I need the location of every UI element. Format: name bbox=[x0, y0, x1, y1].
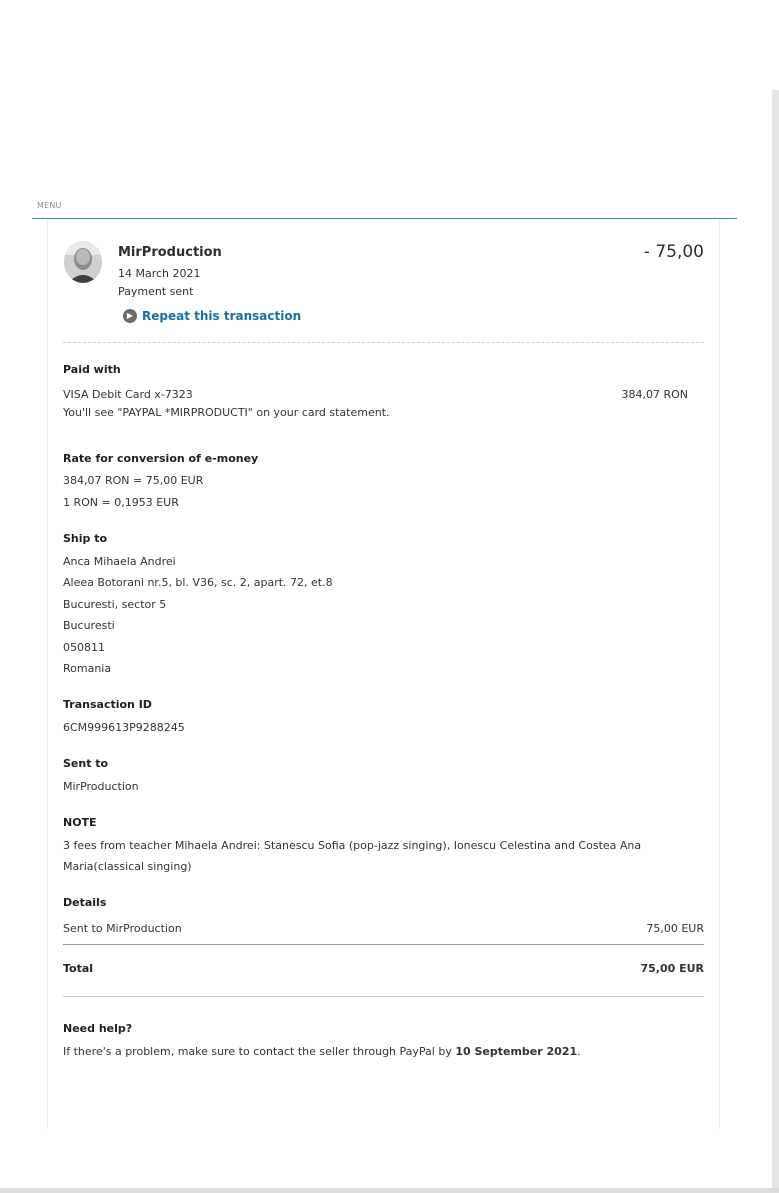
note-heading: NOTE bbox=[63, 816, 97, 829]
repeat-transaction-link[interactable] bbox=[123, 309, 301, 323]
transaction-amount: - 75,00 bbox=[643, 242, 704, 262]
ship-to-line: 050811 bbox=[63, 641, 105, 654]
help-deadline: 10 September 2021 bbox=[455, 1045, 578, 1058]
sent-to-heading: Sent to bbox=[63, 757, 109, 770]
total-amount: 75,00 EUR bbox=[640, 962, 704, 975]
card-border-left bbox=[47, 219, 48, 1129]
help-text bbox=[63, 1045, 581, 1058]
total-divider bbox=[63, 996, 704, 997]
note-text: Maria(classical singing) bbox=[63, 860, 192, 873]
card-info: VISA Debit Card x-7323 bbox=[63, 388, 193, 401]
sent-to-value: MirProduction bbox=[63, 780, 139, 793]
paid-with-heading: Paid with bbox=[63, 363, 121, 376]
ship-to-line: Anca Mihaela Andrei bbox=[63, 555, 176, 568]
window-edge-bottom bbox=[0, 1188, 779, 1193]
conversion-heading: Rate for conversion of e-money bbox=[63, 452, 259, 465]
help-message: If there's a problem, make sure to contact the seller through PayPal by bbox=[63, 1045, 456, 1058]
total-label: Total bbox=[63, 962, 94, 975]
avatar bbox=[64, 241, 102, 283]
transaction-id-value: 6CM999613P9288245 bbox=[63, 721, 185, 734]
transaction-status: Payment sent bbox=[118, 285, 194, 298]
details-divider bbox=[63, 944, 704, 945]
ship-to-line: Bucuresti, sector 5 bbox=[63, 598, 167, 611]
conversion-line: 384,07 RON = 75,00 EUR bbox=[63, 474, 204, 487]
ship-to-heading: Ship to bbox=[63, 532, 108, 545]
statement-note: You'll see "PAYPAL *MIRPRODUCTI" on your card statement. bbox=[63, 406, 390, 419]
details-heading: Details bbox=[63, 896, 107, 909]
help-heading: Need help? bbox=[63, 1022, 133, 1035]
conversion-rate: 1 RON = 0,1953 EUR bbox=[63, 496, 179, 509]
chevron-right-icon: ▶ bbox=[123, 309, 137, 323]
menu-button[interactable]: MENU bbox=[37, 201, 62, 210]
merchant-name: MirProduction bbox=[118, 245, 222, 260]
transaction-id-heading: Transaction ID bbox=[63, 698, 152, 711]
transaction-date: 14 March 2021 bbox=[118, 267, 201, 280]
window-edge bbox=[772, 90, 779, 1193]
details-item-amount: 75,00 EUR bbox=[646, 922, 704, 935]
repeat-transaction-label: Repeat this transaction bbox=[142, 309, 302, 323]
header-divider bbox=[32, 218, 737, 219]
help-period: . bbox=[577, 1045, 581, 1058]
details-item-label: Sent to MirProduction bbox=[63, 922, 182, 935]
card-border-right bbox=[719, 219, 720, 1129]
ship-to-line: Bucuresti bbox=[63, 619, 115, 632]
note-text: 3 fees from teacher Mihaela Andrei: Stanescu Sofia (pop-jazz singing), Ionescu Celestina and Costea Ana bbox=[63, 839, 642, 852]
ship-to-line: Aleea Botorani nr.5, bl. V36, sc. 2, apart. 72, et.8 bbox=[63, 576, 333, 589]
section-divider bbox=[63, 342, 704, 343]
ship-to-line: Romania bbox=[63, 662, 112, 675]
paid-amount: 384,07 RON bbox=[621, 388, 688, 401]
